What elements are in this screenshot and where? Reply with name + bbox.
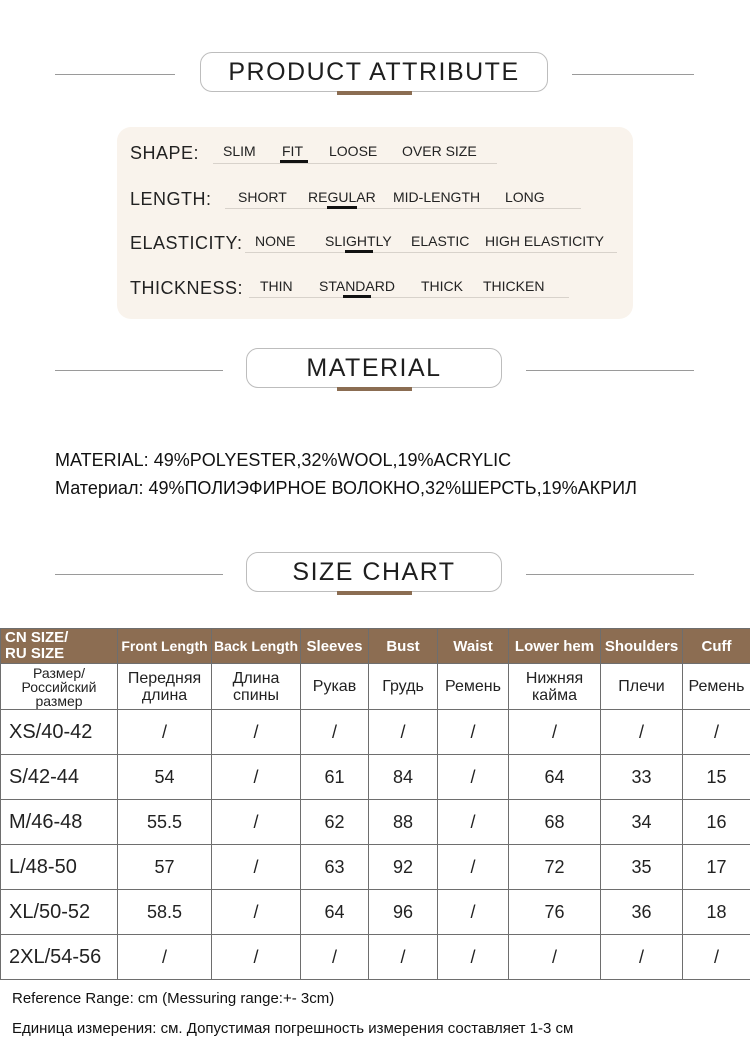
table-header-row-en — [1, 629, 750, 664]
divider-right — [526, 370, 694, 371]
table-cell: 88 — [369, 800, 438, 845]
table-cell: / — [438, 800, 509, 845]
section-header-size-chart — [0, 552, 750, 602]
attribute-option: SHORT — [238, 189, 287, 205]
section-title-product-attribute — [200, 52, 548, 92]
column-header-back-length: Back Length — [212, 629, 301, 664]
table-cell: / — [509, 710, 601, 755]
table-cell: 36 — [601, 890, 683, 935]
material-value-en: 49%POLYESTER,32%WOOL,19%ACRYLIC — [153, 450, 512, 470]
attribute-option: THICKEN — [483, 278, 545, 294]
material-composition — [55, 446, 735, 502]
table-cell: / — [212, 890, 301, 935]
column-header-size: CN SIZE/ RU SIZE — [1, 629, 118, 664]
table-cell: 84 — [369, 755, 438, 800]
attribute-option: MID-LENGTH — [393, 189, 481, 205]
attribute-option: LONG — [505, 189, 545, 205]
table-cell: 15 — [683, 755, 750, 800]
table-cell: / — [301, 710, 369, 755]
table-cell: 17 — [683, 845, 750, 890]
attribute-row-elasticity — [117, 229, 633, 269]
table-cell: 35 — [601, 845, 683, 890]
material-line-ru — [55, 474, 735, 502]
table-cell: / — [601, 935, 683, 980]
section-title-text: SIZE CHART — [292, 557, 456, 586]
section-title-text: PRODUCT ATTRIBUTE — [228, 57, 520, 86]
column-header-ru-size: Размер/ Российский размер — [1, 664, 118, 710]
table-cell: / — [212, 800, 301, 845]
material-value-ru: 49%ПОЛИЭФИРНОЕ ВОЛОКНО,32%ШЕРСТЬ,19%АКРИЛ — [148, 478, 637, 498]
attribute-label: LENGTH: — [130, 189, 212, 209]
size-cell: S/42-44 — [1, 755, 118, 800]
table-cell: / — [212, 710, 301, 755]
table-cell: / — [509, 935, 601, 980]
table-cell: 68 — [509, 800, 601, 845]
divider-left — [55, 74, 175, 75]
table-cell: / — [683, 935, 750, 980]
attribute-row-length — [117, 185, 633, 225]
table-row — [1, 935, 750, 980]
column-header-ru-cuff: Ремень — [683, 664, 750, 710]
column-header-bust: Bust — [369, 629, 438, 664]
column-header-ru-lower-hem: Нижняя кайма — [509, 664, 601, 710]
attribute-option: THIN — [260, 278, 293, 294]
attribute-row-shape — [117, 139, 633, 179]
attribute-option-selected: REGULAR — [308, 189, 376, 205]
table-header-row-ru — [1, 664, 750, 710]
attribute-label: ELASTICITY: — [130, 233, 243, 253]
attribute-label: SHAPE: — [130, 143, 200, 163]
table-cell: / — [438, 935, 509, 980]
table-cell: / — [369, 935, 438, 980]
title-accent-underline — [337, 387, 412, 391]
attribute-option: SLIM — [223, 143, 256, 159]
divider-right — [572, 74, 694, 75]
table-row — [1, 890, 750, 935]
divider-right — [526, 574, 694, 575]
attribute-rule — [213, 163, 497, 164]
table-cell: 76 — [509, 890, 601, 935]
table-cell: 33 — [601, 755, 683, 800]
attribute-option: NONE — [255, 233, 296, 249]
table-cell: / — [301, 935, 369, 980]
table-cell: 54 — [118, 755, 212, 800]
table-cell: / — [683, 710, 750, 755]
attribute-option: THICK — [421, 278, 463, 294]
table-cell: 92 — [369, 845, 438, 890]
selected-marker — [345, 250, 373, 253]
divider-left — [55, 370, 223, 371]
table-cell: 72 — [509, 845, 601, 890]
column-header-sleeves: Sleeves — [301, 629, 369, 664]
selected-marker — [327, 206, 357, 209]
material-label-ru: Материал: — [55, 478, 144, 498]
table-cell: / — [601, 710, 683, 755]
size-cell: 2XL/54-56 — [1, 935, 118, 980]
column-header-cuff: Cuff — [683, 629, 750, 664]
attribute-option: ELASTIC — [411, 233, 470, 249]
measurement-note-en: Reference Range: cm (Messuring range:+- 3cm) — [12, 990, 335, 1007]
table-cell: / — [438, 890, 509, 935]
attribute-rule — [225, 208, 581, 209]
measurement-note-ru: Единица измерения: см. Допустимая погрешность измерения составляет 1-3 см — [12, 1020, 574, 1037]
column-header-ru-shoulders: Плечи — [601, 664, 683, 710]
table-cell: 62 — [301, 800, 369, 845]
table-cell: / — [438, 710, 509, 755]
section-title-size-chart — [246, 552, 502, 592]
product-attribute-panel — [117, 127, 633, 319]
size-cell: XL/50-52 — [1, 890, 118, 935]
section-header-product-attribute — [0, 52, 750, 102]
material-label-en: MATERIAL: — [55, 450, 149, 470]
section-title-material — [246, 348, 502, 388]
attribute-option: OVER SIZE — [402, 143, 477, 159]
selected-marker — [343, 295, 371, 298]
table-cell: / — [212, 935, 301, 980]
table-row — [1, 845, 750, 890]
title-accent-underline — [337, 591, 412, 595]
divider-left — [55, 574, 223, 575]
table-cell: / — [438, 845, 509, 890]
table-cell: / — [118, 710, 212, 755]
table-cell: 18 — [683, 890, 750, 935]
table-cell: 64 — [301, 890, 369, 935]
table-cell: 16 — [683, 800, 750, 845]
table-cell: 55.5 — [118, 800, 212, 845]
table-cell: 96 — [369, 890, 438, 935]
column-header-ru-bust: Грудь — [369, 664, 438, 710]
size-cell: L/48-50 — [1, 845, 118, 890]
table-cell: 61 — [301, 755, 369, 800]
attribute-rule — [249, 297, 569, 298]
table-cell: / — [212, 845, 301, 890]
table-cell: / — [438, 755, 509, 800]
column-header-ru-front-length: Передняя длина — [118, 664, 212, 710]
table-cell: / — [118, 935, 212, 980]
column-header-lower-hem: Lower hem — [509, 629, 601, 664]
attribute-option-selected: STANDARD — [319, 278, 395, 294]
section-header-material — [0, 348, 750, 398]
column-header-ru-waist: Ремень — [438, 664, 509, 710]
attribute-rule — [245, 252, 617, 253]
column-header-shoulders: Shoulders — [601, 629, 683, 664]
attribute-label: THICKNESS: — [130, 278, 244, 298]
size-cell: M/46-48 — [1, 800, 118, 845]
table-cell: 34 — [601, 800, 683, 845]
table-cell: 63 — [301, 845, 369, 890]
section-title-text: MATERIAL — [306, 353, 442, 382]
table-cell: / — [369, 710, 438, 755]
attribute-option: LOOSE — [329, 143, 378, 159]
column-header-front-length: Front Length — [118, 629, 212, 664]
column-header-ru-sleeves: Рукав — [301, 664, 369, 710]
column-header-waist: Waist — [438, 629, 509, 664]
table-row — [1, 755, 750, 800]
table-cell: / — [212, 755, 301, 800]
table-row — [1, 710, 750, 755]
selected-marker — [280, 160, 308, 163]
attribute-option-selected: SLIGHTLY — [325, 233, 392, 249]
title-accent-underline — [337, 91, 412, 95]
attribute-row-thickness — [117, 274, 633, 314]
attribute-option-selected: FIT — [282, 143, 303, 159]
table-cell: 64 — [509, 755, 601, 800]
table-cell: 58.5 — [118, 890, 212, 935]
column-header-ru-back-length: Длина спины — [212, 664, 301, 710]
attribute-option: HIGH ELASTICITY — [485, 233, 605, 249]
size-chart-table — [0, 628, 750, 980]
table-row — [1, 800, 750, 845]
table-cell: 57 — [118, 845, 212, 890]
material-line-en — [55, 446, 735, 474]
size-cell: XS/40-42 — [1, 710, 118, 755]
